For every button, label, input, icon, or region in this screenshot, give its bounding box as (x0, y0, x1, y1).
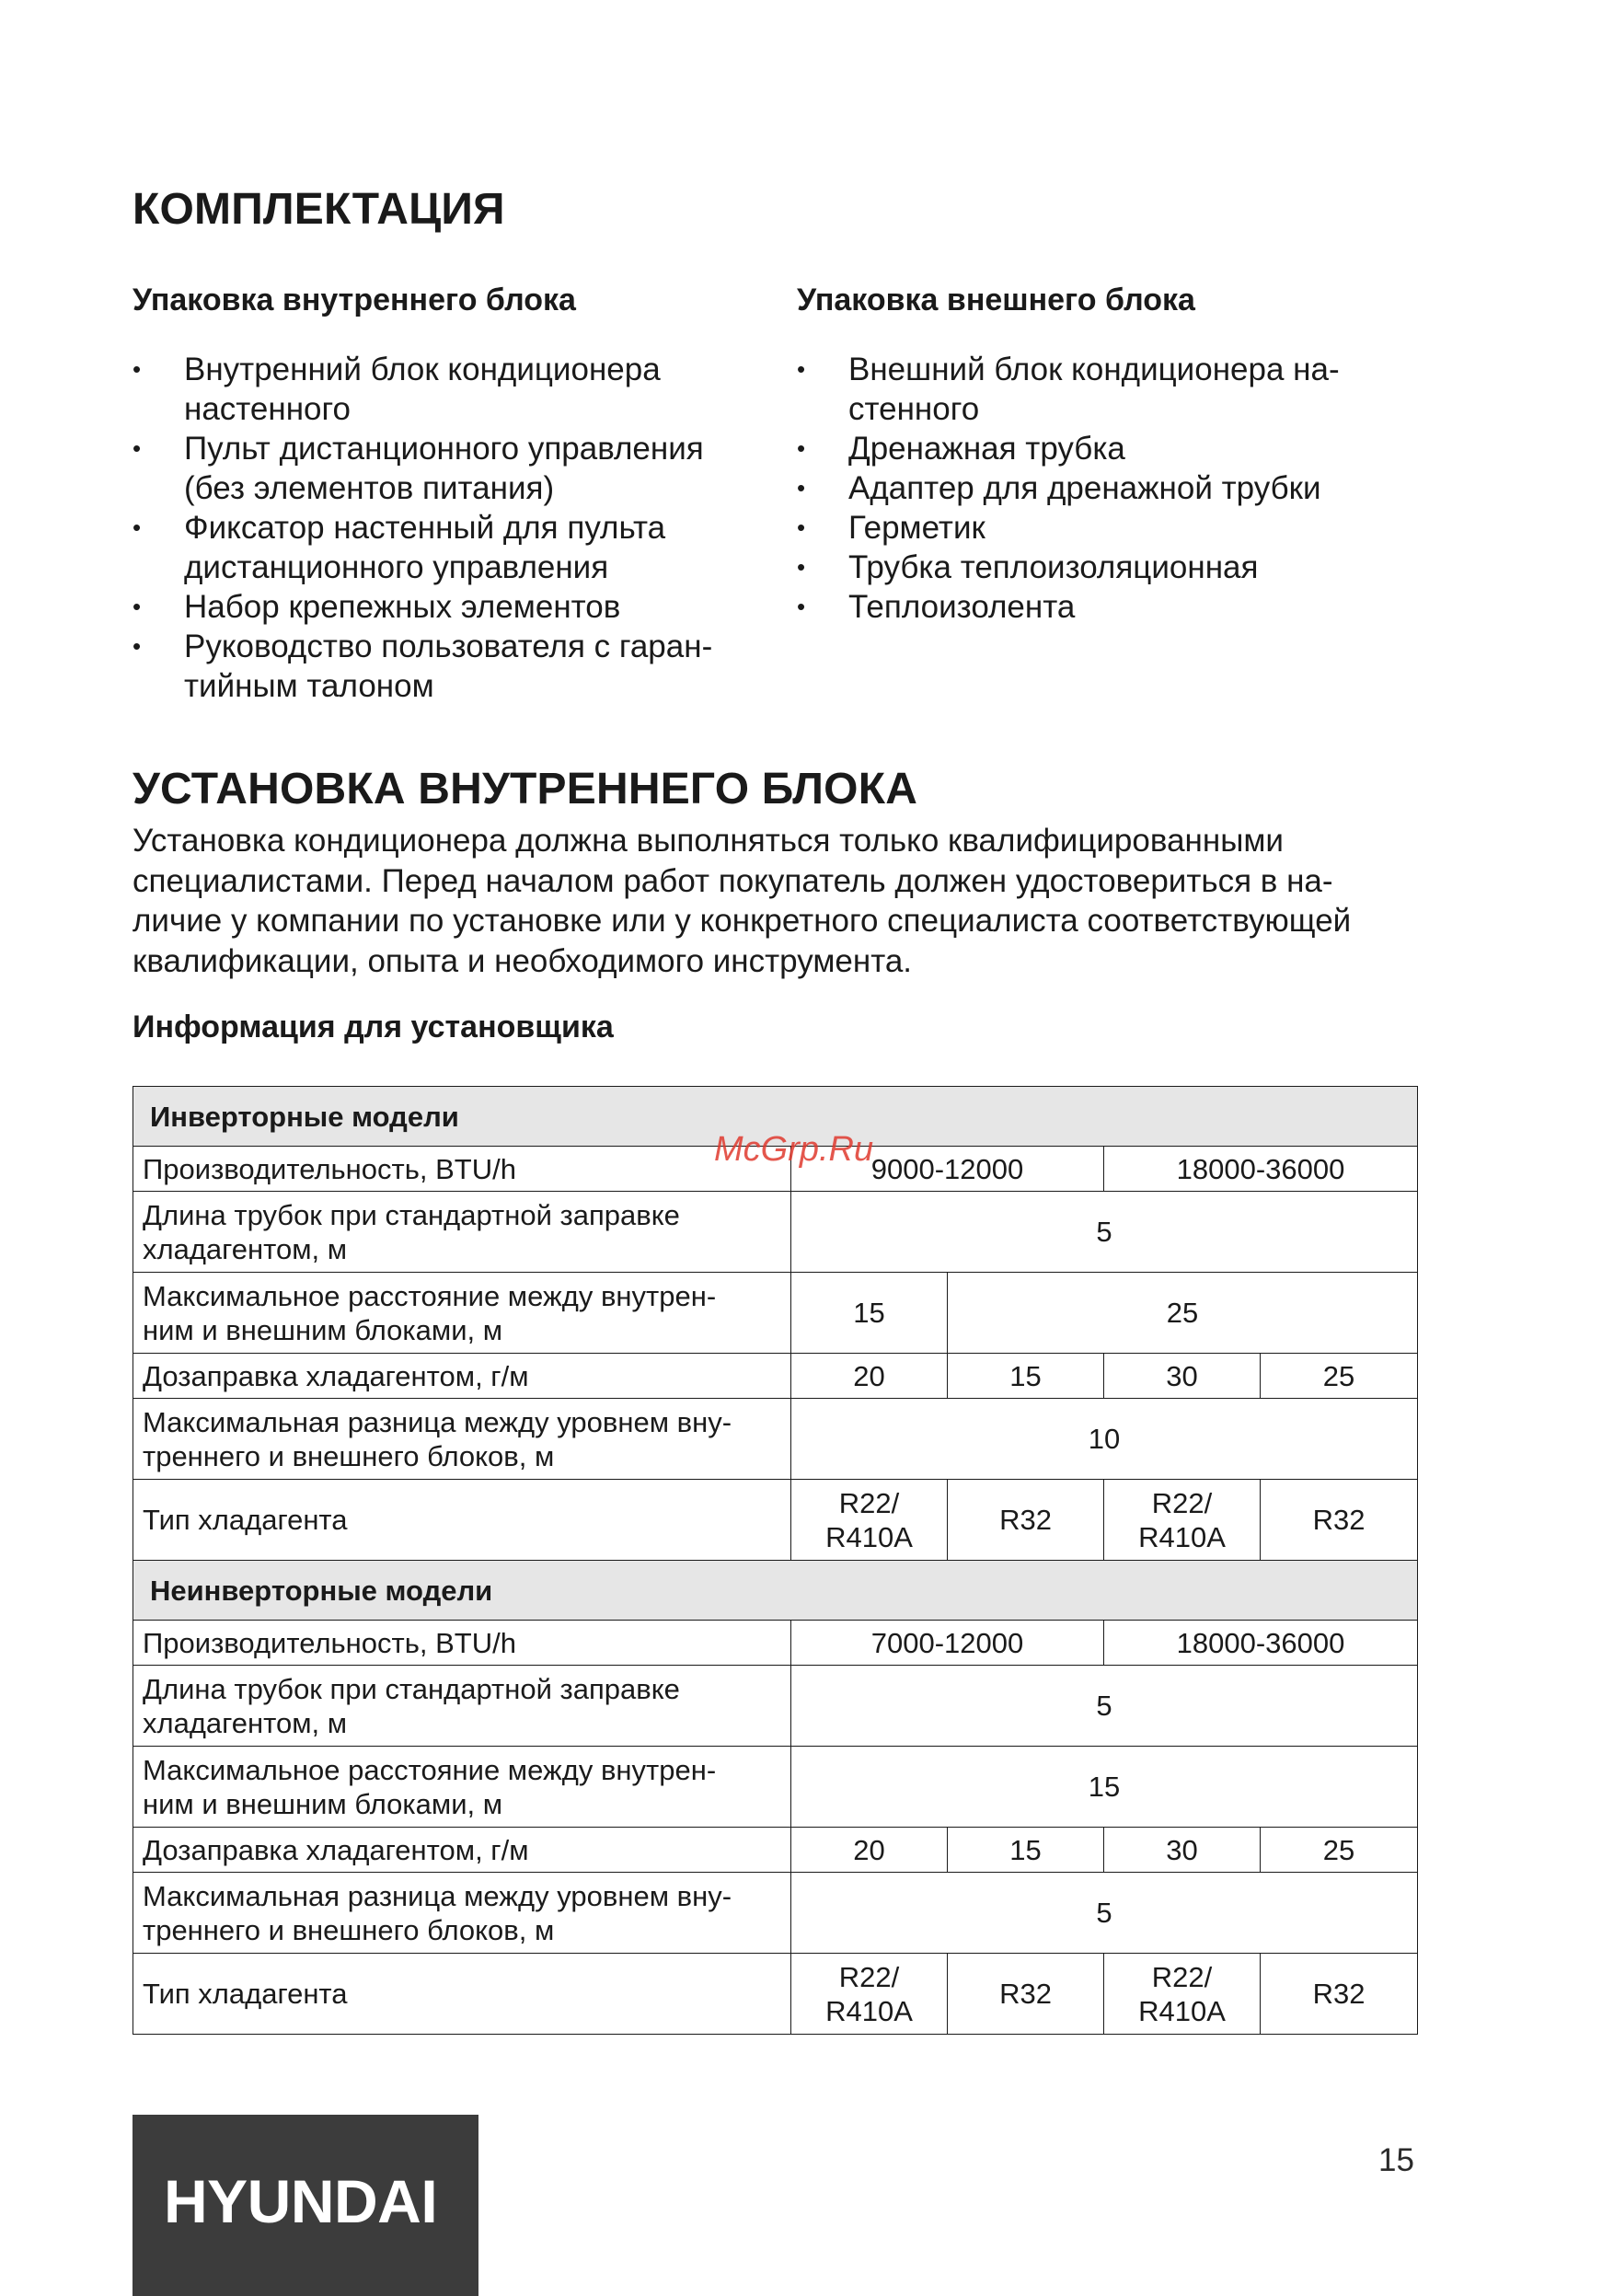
outdoor-package-list (797, 350, 1432, 627)
indoor-package-heading: Упаковка внутреннего блока (133, 283, 576, 317)
section-title-installation: УСТАНОВКА ВНУТРЕННЕГО БЛОКА (133, 765, 918, 813)
table-row: Максимальная разница между уровнем вну- треннего и внешнего блоков, м 10 (133, 1399, 1418, 1480)
outdoor-package-column (797, 283, 1432, 627)
list-item: • Руководство пользователя с гаран- тийным талоном (133, 627, 767, 706)
section-title-contents: КОМПЛЕКТАЦИЯ (133, 185, 505, 234)
brand-logo-block (133, 2115, 478, 2296)
section-row-inverter: Инверторные модели (133, 1087, 1418, 1147)
table-row: Длина трубок при стандартной заправке хладагентом, м 5 (133, 1192, 1418, 1273)
installation-spec-table (133, 1086, 1418, 2035)
list-item: • Внешний блок кондиционера на- стенного (797, 350, 1432, 429)
list-item: • Трубка теплоизоляционная (797, 548, 1432, 587)
brand-logo: HYUNDAI (164, 2167, 438, 2235)
list-item: • Фиксатор настенный для пульта дистанционного управления (133, 508, 767, 587)
list-item: • Внутренний блок кондиционера настенного (133, 350, 767, 429)
list-item: • Теплоизолента (797, 587, 1432, 627)
table-row: Дозаправка хладагентом, г/м 20 15 30 25 (133, 1354, 1418, 1399)
table-row: Производительность, BTU/h 7000-12000 18000-36000 (133, 1621, 1418, 1666)
list-item: • Пульт дистанционного управления (без элементов питания) (133, 429, 767, 508)
table-row: Максимальное расстояние между внутрен- ним и внешним блоками, м 15 25 (133, 1273, 1418, 1354)
indoor-package-list (133, 350, 767, 706)
page-number: 15 (1378, 2142, 1414, 2178)
installation-paragraph: Установка кондиционера должна выполняться только квалифицированными специалистами. Перед началом работ покупатель должен удостовериться в на- личие у компании по установке или у конкретного специалиста соответствующей квалификации, опыта и необходимого инструмента. (133, 823, 1352, 979)
watermark: McGrp.Ru (714, 1130, 874, 1169)
list-item: • Набор крепежных элементов (133, 587, 767, 627)
table-row: Максимальное расстояние между внутрен- ним и внешним блоками, м 15 (133, 1747, 1418, 1828)
outdoor-package-heading: Упаковка внешнего блока (797, 283, 1195, 317)
list-item: • Адаптер для дренажной трубки (797, 468, 1432, 508)
list-item: • Дренажная трубка (797, 429, 1432, 468)
list-item: • Герметик (797, 508, 1432, 548)
table-row: Тип хладагента R22/ R410A R32 R22/ R410A R32 (133, 1954, 1418, 2035)
table-row: Производительность, BTU/h 9000-12000 18000-36000 (133, 1147, 1418, 1192)
table-row: Максимальная разница между уровнем вну- треннего и внешнего блоков, м 5 (133, 1873, 1418, 1954)
table-row: Тип хладагента R22/ R410A R32 R22/ R410A R32 (133, 1480, 1418, 1561)
indoor-package-column (133, 283, 767, 706)
table-row: Дозаправка хладагентом, г/м 20 15 30 25 (133, 1828, 1418, 1873)
installer-info-heading: Информация для установщика (133, 1010, 614, 1044)
table-row: Длина трубок при стандартной заправке хладагентом, м 5 (133, 1666, 1418, 1747)
section-row-non-inverter: Неинверторные модели (133, 1561, 1418, 1621)
